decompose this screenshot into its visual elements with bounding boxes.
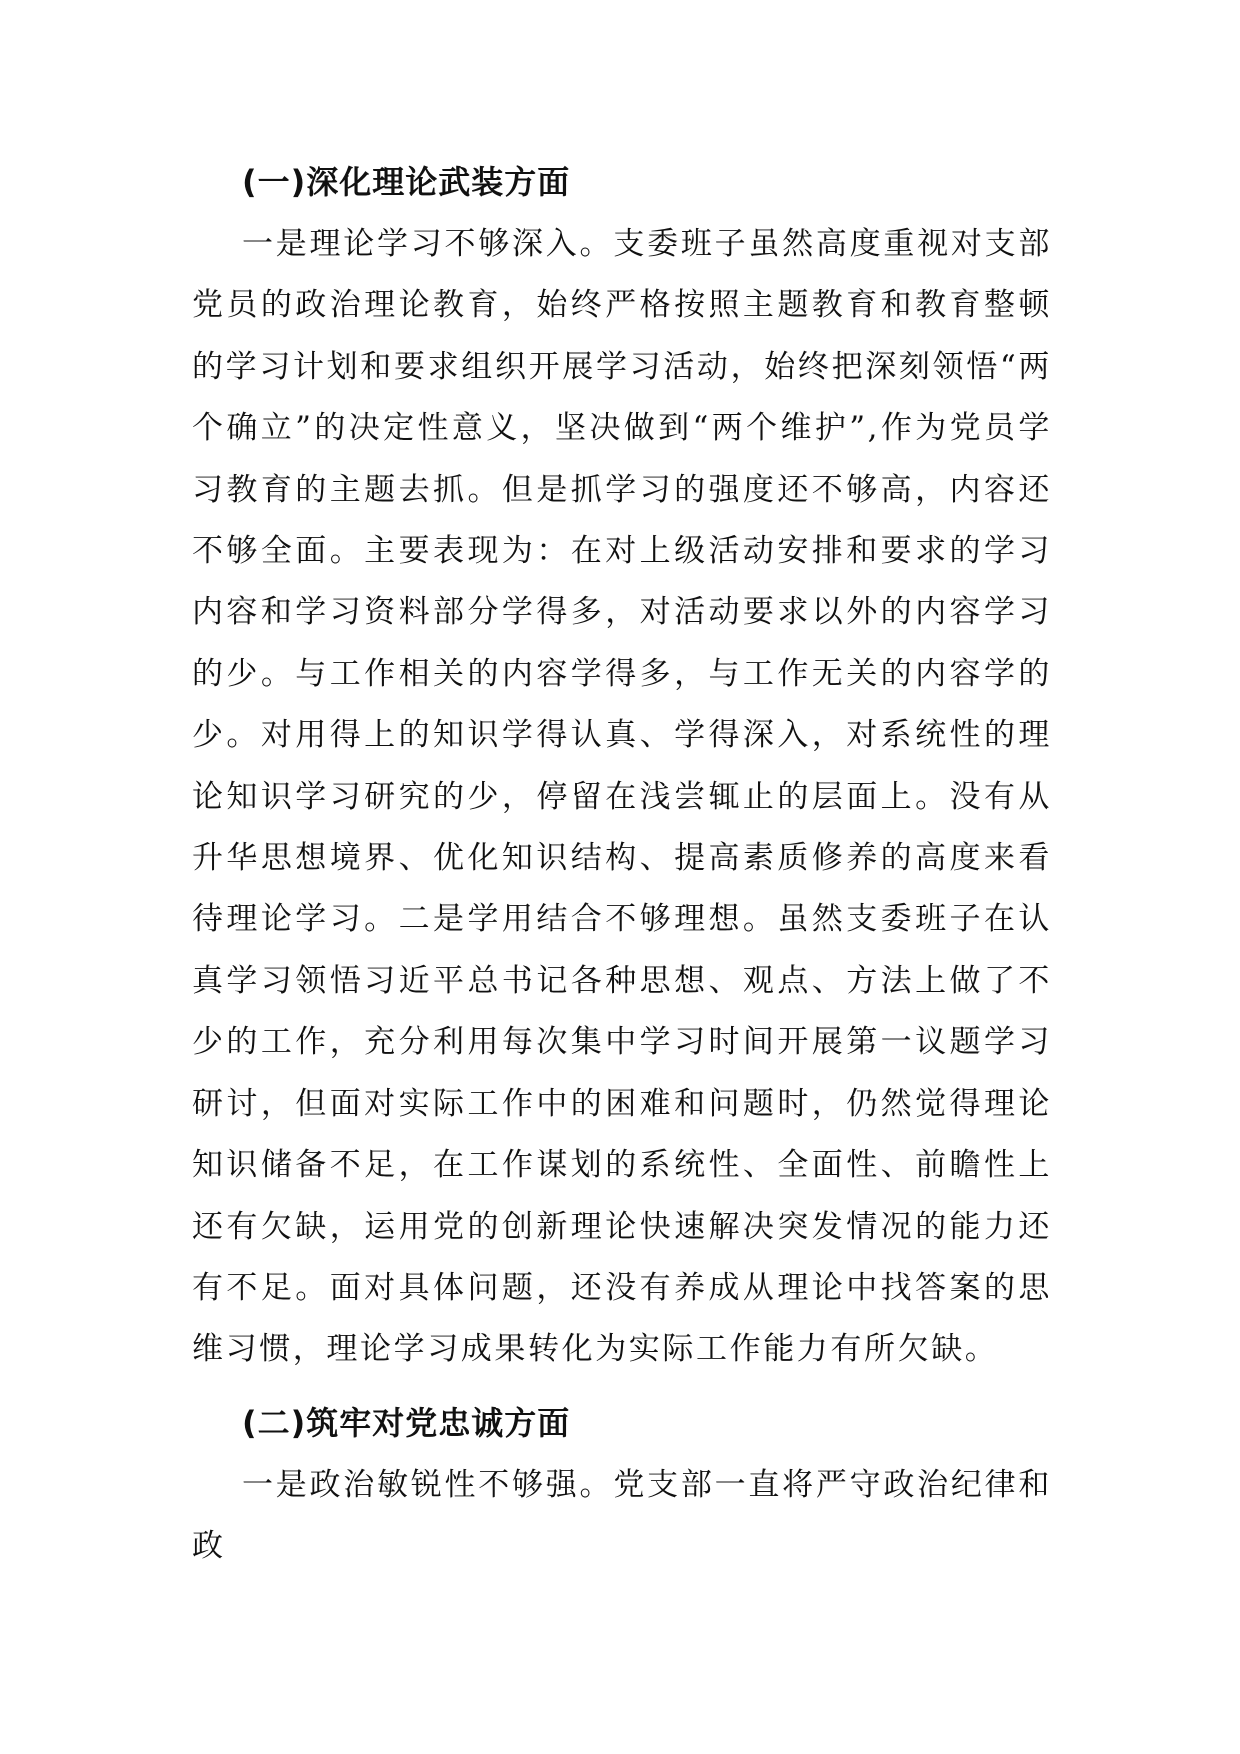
section-heading-loyalty: (二)筑牢对党忠诚方面 [242, 1403, 571, 1442]
section-paragraph-theory: 一是理论学习不够深入。支委班子虽然高度重视对支部党员的政治理论教育，始终严格按照主题教育和教育整顿的学习计划和要求组织开展学习活动，始终把深刻领悟“两个确立”的决定性意义，坚决做到“两个维护”,作为党员学习教育的主题去抓。但是抓学习的强度还不够高，内容还不够全面。主要表现为：在对上级活动安排和要求的学习内容和学习资料部分学得多，对活动要求以外的内容学习的少。与工作相关的内容学得多，与工作无关的内容学的少。对用得上的知识学得认真、学得深入，对系统性的理论知识学习研究的少，停留在浅尝辄止的层面上。没有从升华思想境界、优化知识结构、提高素质修养的高度来看待理论学习。二是学用结合不够理想。虽然支委班子在认真学习领悟习近平总书记各种思想、观点、方法上做了不少的工作，充分利用每次集中学习时间开展第一议题学习研讨，但面对实际工作中的困难和问题时，仍然觉得理论知识储备不足，在工作谋划的系统性、全面性、前瞻性上还有欠缺，运用党的创新理论快速解决突发情况的能力还有不足。面对具体问题，还没有养成从理论中找答案的思维习惯，理论学习成果转化为实际工作能力有所欠缺。 [192, 226, 1052, 1368]
document-body [192, 152, 1052, 1578]
section-paragraph-loyalty: 一是政治敏锐性不够强。党支部一直将严守政治纪律和政 [192, 1466, 1052, 1565]
section-heading-theory: (一)深化理论武装方面 [242, 163, 571, 201]
